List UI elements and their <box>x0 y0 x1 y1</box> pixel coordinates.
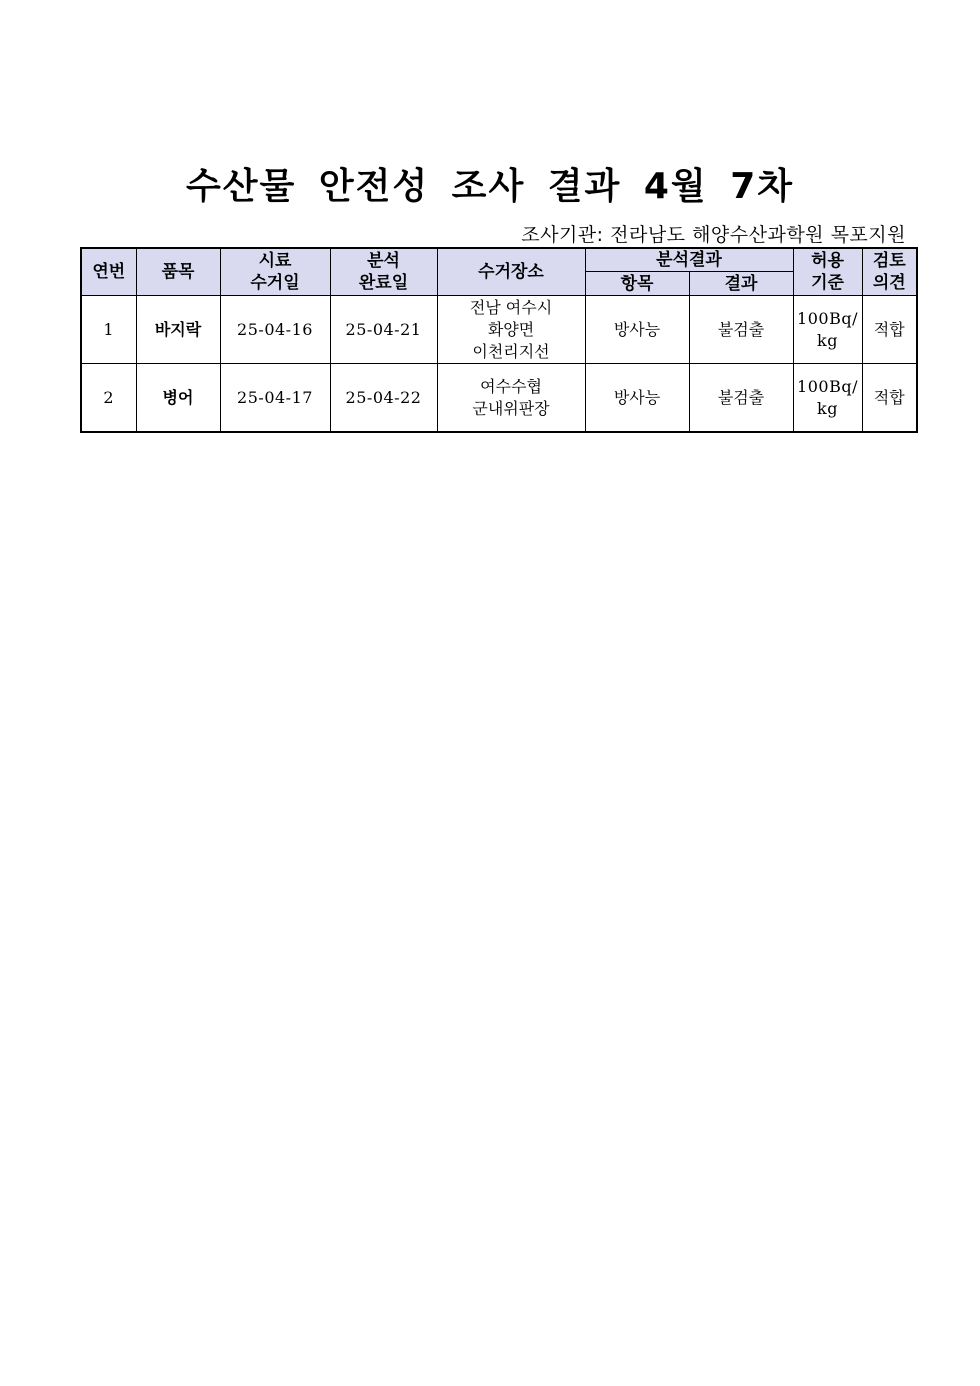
cell-result: 불검출 <box>689 296 793 364</box>
cell-analysis-date: 25-04-21 <box>330 296 437 364</box>
cell-result: 불검출 <box>689 364 793 433</box>
cell-place: 전남 여수시 화양면 이천리지선 <box>437 296 585 364</box>
cell-analysis-date: 25-04-22 <box>330 364 437 433</box>
cell-place: 여수수협 군내위판장 <box>437 364 585 433</box>
results-table <box>80 247 918 433</box>
header-place: 수거장소 <box>437 248 585 296</box>
table-header-row <box>81 248 917 272</box>
header-item: 품목 <box>136 248 220 296</box>
table-row <box>81 364 917 433</box>
header-analysis-date: 분석 완료일 <box>330 248 437 296</box>
cell-collect-date: 25-04-17 <box>220 364 330 433</box>
cell-review: 적합 <box>862 296 917 364</box>
page-title: 수산물 안전성 조사 결과 4월 7차 <box>185 166 795 207</box>
cell-item: 바지락 <box>136 296 220 364</box>
cell-analysis-item: 방사능 <box>585 296 689 364</box>
header-collect-date: 시료 수거일 <box>220 248 330 296</box>
cell-analysis-item: 방사능 <box>585 364 689 433</box>
cell-collect-date: 25-04-16 <box>220 296 330 364</box>
cell-review: 적합 <box>862 364 917 433</box>
survey-agency: 조사기관: 전라남도 해양수산과학원 목포지원 <box>521 224 906 246</box>
cell-no: 1 <box>81 296 136 364</box>
cell-item: 병어 <box>136 364 220 433</box>
cell-limit: 100Bq/ kg <box>793 296 862 364</box>
table-row <box>81 296 917 364</box>
header-result: 결과 <box>689 272 793 296</box>
header-no: 연번 <box>81 248 136 296</box>
header-review: 검토 의견 <box>862 248 917 296</box>
header-analysis-result: 분석결과 <box>585 248 793 272</box>
cell-no: 2 <box>81 364 136 433</box>
cell-limit: 100Bq/ kg <box>793 364 862 433</box>
header-limit: 허용 기준 <box>793 248 862 296</box>
header-analysis-item: 항목 <box>585 272 689 296</box>
